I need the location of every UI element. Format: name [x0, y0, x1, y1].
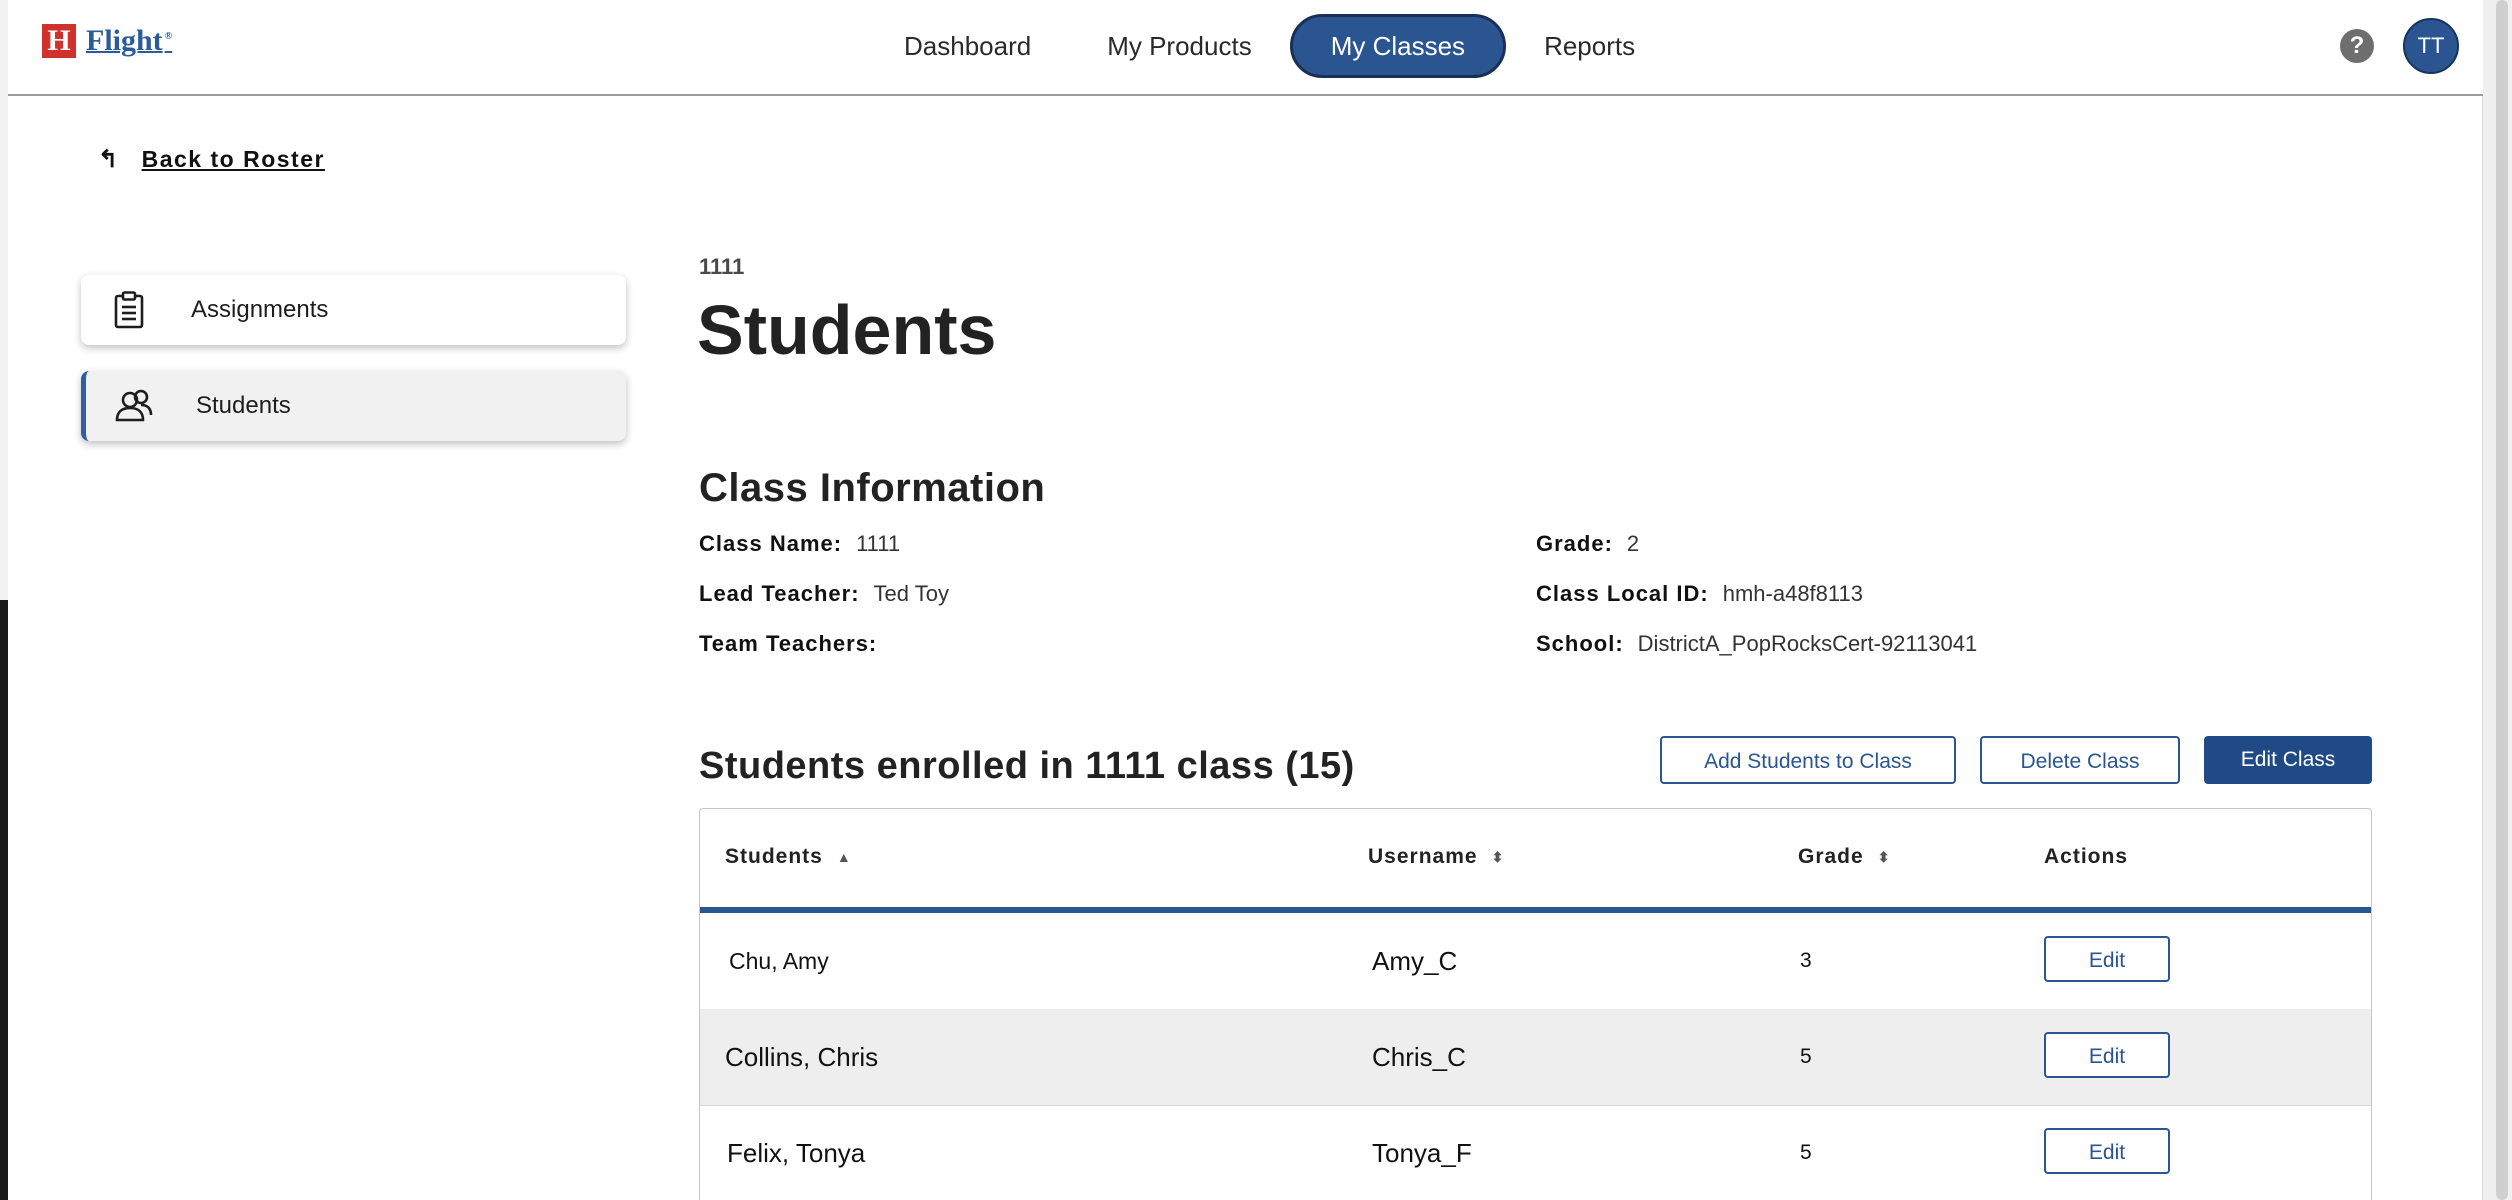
enrolled-students-heading: Students enrolled in 1111 class (15)	[699, 745, 1355, 787]
team-teachers-info: Team Teachers:	[699, 631, 878, 656]
grade-info: Grade: 2	[1536, 531, 1640, 556]
students-icon	[114, 386, 154, 426]
table-row	[700, 1009, 2371, 1106]
edit-class-button[interactable]: Edit Class	[2204, 736, 2372, 784]
column-students[interactable]: Students ▲	[725, 845, 852, 868]
column-actions: Actions	[2044, 845, 2129, 868]
student-username: Chris_C	[1372, 1042, 1466, 1072]
back-arrow-icon: ↰	[98, 146, 120, 173]
back-link-label: Back to Roster	[141, 146, 325, 172]
table-row	[700, 913, 2371, 1010]
nav-dashboard[interactable]: Dashboard	[904, 31, 1032, 61]
lead-teacher-info: Lead Teacher: Ted Toy	[699, 581, 949, 606]
table-header	[700, 809, 2371, 913]
column-username[interactable]: Username ⬍	[1368, 845, 1505, 868]
logo-mark: H	[42, 24, 76, 58]
class-information-heading: Class Information	[699, 466, 1046, 510]
top-navigation-bar	[8, 0, 2483, 96]
student-grade: 3	[1800, 949, 1812, 972]
sidebar-item-label: Assignments	[191, 296, 329, 323]
page-title: Students	[697, 291, 997, 369]
column-grade[interactable]: Grade ⬍	[1798, 845, 1891, 868]
students-table	[699, 808, 2372, 1200]
table-row	[700, 1105, 2371, 1200]
student-username: Tonya_F	[1372, 1138, 1472, 1168]
nav-my-products[interactable]: My Products	[1107, 31, 1252, 61]
student-name: Felix, Tonya	[727, 1138, 866, 1168]
sort-ascending-icon: ▲	[836, 849, 852, 865]
clipboard-icon	[109, 290, 149, 330]
user-avatar[interactable]: TT	[2403, 18, 2459, 74]
school-info: School: DistrictA_PopRocksCert-92113041	[1536, 631, 1978, 656]
student-name: Chu, Amy	[729, 948, 829, 974]
main-nav	[866, 14, 1673, 78]
scrollbar[interactable]	[2482, 0, 2512, 1200]
class-local-id-info: Class Local ID: hmh-a48f8113	[1536, 581, 1863, 606]
edit-student-button[interactable]: Edit	[2044, 1032, 2170, 1078]
student-username: Amy_C	[1372, 946, 1458, 976]
add-students-button[interactable]: Add Students to Class	[1660, 736, 1956, 784]
sidebar-item-students[interactable]	[81, 371, 626, 441]
student-grade: 5	[1800, 1045, 1812, 1068]
student-name: Collins, Chris	[725, 1042, 879, 1072]
sort-icon: ⬍	[1491, 848, 1505, 865]
student-grade: 5	[1800, 1141, 1812, 1164]
edit-student-button[interactable]: Edit	[2044, 1128, 2170, 1174]
class-code-eyebrow: 1111	[699, 254, 745, 279]
sort-icon: ⬍	[1877, 848, 1891, 865]
class-name-info: Class Name: 1111	[699, 531, 901, 556]
help-icon[interactable]: ?	[2340, 29, 2374, 63]
hmh-flight-logo[interactable]	[42, 24, 172, 58]
delete-class-button[interactable]: Delete Class	[1980, 736, 2180, 784]
sidebar-item-assignments[interactable]	[81, 275, 626, 345]
nav-reports[interactable]: Reports	[1544, 31, 1636, 61]
logo-text: Flight ®	[86, 24, 173, 57]
scrollbar-thumb[interactable]	[2496, 0, 2508, 1200]
window-edge-left	[0, 0, 8, 1200]
sidebar-item-label: Students	[196, 392, 291, 419]
edit-student-button[interactable]: Edit	[2044, 936, 2170, 982]
back-to-roster-link[interactable]	[98, 145, 325, 174]
nav-my-classes[interactable]: My Classes	[1290, 14, 1506, 78]
